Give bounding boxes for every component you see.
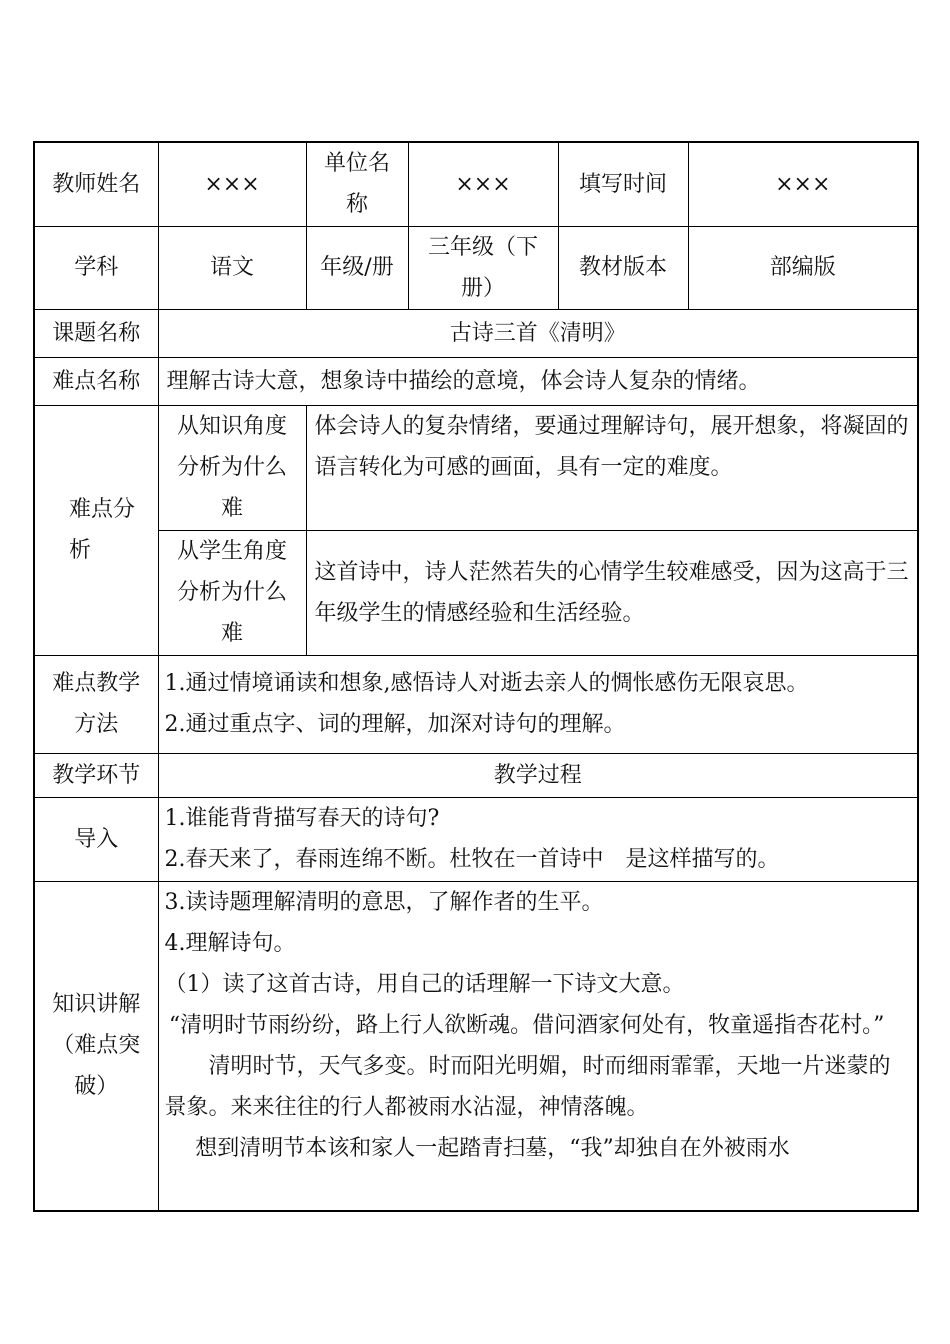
explain-line-3: （1）读了这首古诗，用自己的话理解一下诗文大意。 (164, 971, 685, 997)
method-item-2: 2.通过重点字、词的理解，加深对诗句的理解。 (164, 712, 626, 737)
method-label: 难点教学方法 (34, 655, 158, 753)
analysis-label: 难点分析 (34, 405, 158, 655)
textbook-label: 教材版本 (558, 226, 688, 309)
intro-line-2: 2.春天来了，春雨连绵不断。杜牧在一首诗中 是这样描写的。 (164, 847, 780, 872)
topic-label: 课题名称 (34, 309, 158, 357)
grade-value: 三年级（下册） (408, 226, 558, 309)
explain-line-6: 想到清明节本该和家人一起踏青扫墓，“我”却独自在外被雨水 (195, 1135, 790, 1161)
teacher-label: 教师姓名 (34, 142, 158, 226)
explain-line-2: 4.理解诗句。 (164, 930, 296, 956)
date-label: 填写时间 (558, 142, 688, 226)
explain-line-1: 3.读诗题理解清明的意思，了解作者的生平。 (164, 889, 604, 915)
process-header-row (34, 753, 918, 797)
explain-line-5: 清明时节，天气多变。时而阳光明媚，时而细雨霏霏，天地一片迷蒙的景象。来来往往的行人都被雨水沾湿，神情落魄。 (164, 1053, 891, 1120)
process-header: 教学过程 (158, 753, 918, 797)
intro-label: 导入 (34, 797, 158, 881)
explain-content (158, 881, 918, 1211)
intro-line-1: 1.谁能背背描写春天的诗句? (164, 806, 440, 831)
student-angle-text: 这首诗中，诗人茫然若失的心情学生较难感受，因为这高于三年级学生的情感经验和生活经验。 (306, 530, 918, 655)
topic-row (34, 309, 918, 357)
subject-label: 学科 (34, 226, 158, 309)
intro-content (158, 797, 918, 881)
method-row (34, 655, 918, 753)
header-row (34, 142, 918, 226)
teacher-value: ××× (158, 142, 306, 226)
unit-label: 单位名称 (306, 142, 408, 226)
topic-value: 古诗三首《清明》 (158, 309, 918, 357)
textbook-value: 部编版 (688, 226, 918, 309)
analysis-row-student (34, 530, 918, 655)
method-content (158, 655, 918, 753)
knowledge-angle-text: 体会诗人的复杂情绪，要通过理解诗句，展开想象，将凝固的语言转化为可感的画面，具有一定的难度。 (306, 405, 918, 530)
analysis-row-knowledge (34, 405, 918, 530)
explain-poem: “清明时节雨纷纷，路上行人欲断魂。借问酒家何处有，牧童遥指杏花村。” (168, 1012, 885, 1038)
unit-value: ××× (408, 142, 558, 226)
difficulty-value: 理解古诗大意，想象诗中描绘的意境，体会诗人复杂的情绪。 (158, 357, 918, 405)
intro-row (34, 797, 918, 881)
date-value: ××× (688, 142, 918, 226)
explain-row (34, 881, 918, 1211)
knowledge-angle-label: 从知识角度分析为什么难 (158, 405, 306, 530)
student-angle-label: 从学生角度分析为什么难 (158, 530, 306, 655)
method-item-1: 1.通过情境诵读和想象,感悟诗人对逝去亲人的惆怅感伤无限哀思。 (164, 671, 809, 696)
subject-row (34, 226, 918, 309)
lesson-plan-table (33, 141, 919, 1212)
difficulty-label: 难点名称 (34, 357, 158, 405)
subject-value: 语文 (158, 226, 306, 309)
explain-label: 知识讲解（难点突破） (34, 881, 158, 1211)
difficulty-row (34, 357, 918, 405)
grade-label: 年级/册 (306, 226, 408, 309)
stage-header: 教学环节 (34, 753, 158, 797)
